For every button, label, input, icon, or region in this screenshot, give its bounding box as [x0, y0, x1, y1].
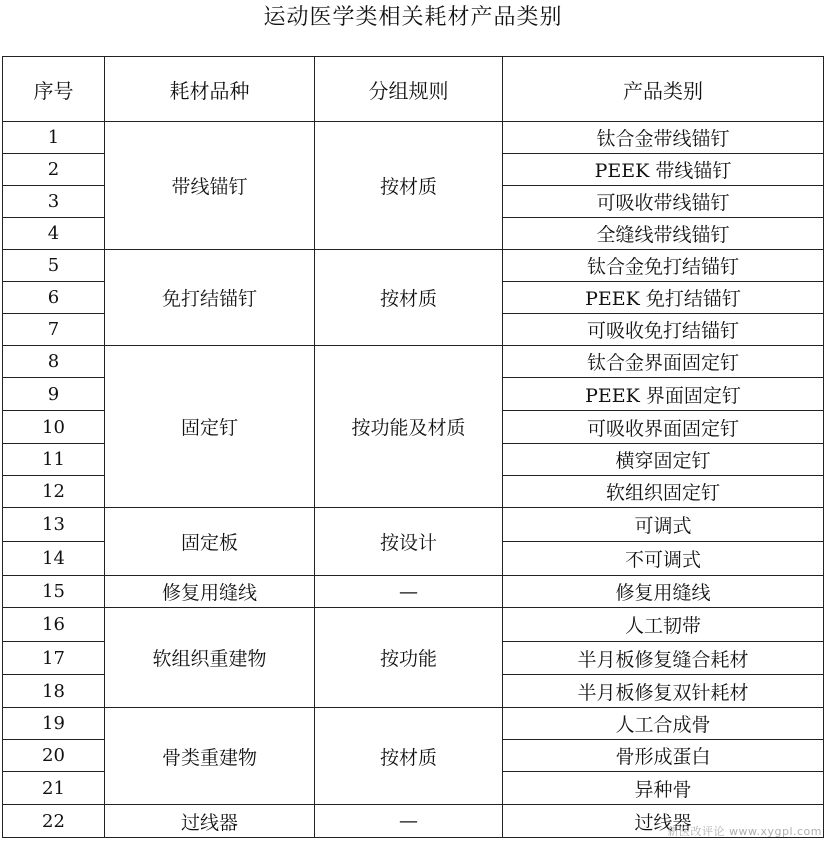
cell-serial-number: 4 — [3, 218, 105, 250]
cell-serial-number: 12 — [3, 476, 105, 508]
cell-product-category: 横穿固定钉 — [503, 444, 824, 476]
cell-serial-number: 22 — [3, 805, 105, 838]
cell-grouping-rule: — — [315, 576, 503, 608]
table-row — [3, 250, 824, 282]
watermark: 新医改评论 www.xygpl.com — [667, 825, 822, 838]
cell-grouping-rule: 按功能 — [315, 608, 503, 708]
table-header-row — [3, 57, 824, 122]
cell-grouping-rule: 按材质 — [315, 708, 503, 805]
page-title: 运动医学类相关耗材产品类别 — [263, 5, 563, 30]
consumables-table — [2, 56, 824, 838]
cell-grouping-rule: 按材质 — [315, 250, 503, 346]
cell-product-category: 骨形成蛋白 — [503, 740, 824, 772]
cell-consumable-variety: 固定板 — [105, 508, 315, 576]
cell-product-category: 过线器 — [503, 805, 824, 838]
cell-consumable-variety: 修复用缝线 — [105, 576, 315, 608]
cell-serial-number: 15 — [3, 576, 105, 608]
cell-product-category: 钛合金带线锚钉 — [503, 122, 824, 154]
table-row — [3, 122, 824, 154]
cell-serial-number: 18 — [3, 675, 105, 708]
table-row — [3, 346, 824, 378]
cell-product-category: 可吸收带线锚钉 — [503, 186, 824, 218]
cell-product-category: 可吸收免打结锚钉 — [503, 314, 824, 346]
cell-serial-number: 10 — [3, 411, 105, 444]
cell-product-category: 可吸收界面固定钉 — [503, 411, 824, 444]
cell-serial-number: 16 — [3, 608, 105, 642]
header-consumable-variety: 耗材品种 — [105, 57, 315, 122]
cell-grouping-rule: 按材质 — [315, 122, 503, 250]
cell-consumable-variety: 固定钉 — [105, 346, 315, 508]
cell-product-category: 钛合金界面固定钉 — [503, 346, 824, 378]
cell-product-category: 可调式 — [503, 508, 824, 542]
header-grouping-rule: 分组规则 — [315, 57, 503, 122]
table-row — [3, 508, 824, 542]
header-product-category: 产品类别 — [503, 57, 824, 122]
cell-product-category: 钛合金免打结锚钉 — [503, 250, 824, 282]
cell-serial-number: 6 — [3, 282, 105, 314]
cell-product-category: 半月板修复双针耗材 — [503, 675, 824, 708]
cell-product-category: PEEK 带线锚钉 — [503, 154, 824, 186]
cell-serial-number: 3 — [3, 186, 105, 218]
cell-product-category: PEEK 免打结锚钉 — [503, 282, 824, 314]
cell-serial-number: 19 — [3, 708, 105, 740]
cell-product-category: 全缝线带线锚钉 — [503, 218, 824, 250]
cell-serial-number: 11 — [3, 444, 105, 476]
table-row — [3, 608, 824, 642]
cell-product-category: 人工韧带 — [503, 608, 824, 642]
cell-grouping-rule: — — [315, 805, 503, 838]
table-body — [3, 122, 824, 838]
cell-product-category: 半月板修复缝合耗材 — [503, 642, 824, 675]
cell-product-category: 异种骨 — [503, 772, 824, 805]
cell-product-category: 软组织固定钉 — [503, 476, 824, 508]
cell-product-category: 不可调式 — [503, 542, 824, 576]
cell-serial-number: 13 — [3, 508, 105, 542]
cell-serial-number: 9 — [3, 378, 105, 411]
table-row — [3, 576, 824, 608]
cell-grouping-rule: 按功能及材质 — [315, 346, 503, 508]
cell-serial-number: 21 — [3, 772, 105, 805]
cell-serial-number: 8 — [3, 346, 105, 378]
cell-serial-number: 7 — [3, 314, 105, 346]
cell-grouping-rule: 按设计 — [315, 508, 503, 576]
cell-consumable-variety: 免打结锚钉 — [105, 250, 315, 346]
table-row — [3, 708, 824, 740]
cell-serial-number: 14 — [3, 542, 105, 576]
header-serial-number: 序号 — [3, 57, 105, 122]
cell-serial-number: 2 — [3, 154, 105, 186]
cell-product-category: 人工合成骨 — [503, 708, 824, 740]
cell-product-category: 修复用缝线 — [503, 576, 824, 608]
cell-serial-number: 20 — [3, 740, 105, 772]
cell-consumable-variety: 带线锚钉 — [105, 122, 315, 250]
cell-serial-number: 1 — [3, 122, 105, 154]
cell-consumable-variety: 过线器 — [105, 805, 315, 838]
cell-product-category: PEEK 界面固定钉 — [503, 378, 824, 411]
cell-serial-number: 17 — [3, 642, 105, 675]
cell-consumable-variety: 骨类重建物 — [105, 708, 315, 805]
cell-serial-number: 5 — [3, 250, 105, 282]
cell-consumable-variety: 软组织重建物 — [105, 608, 315, 708]
